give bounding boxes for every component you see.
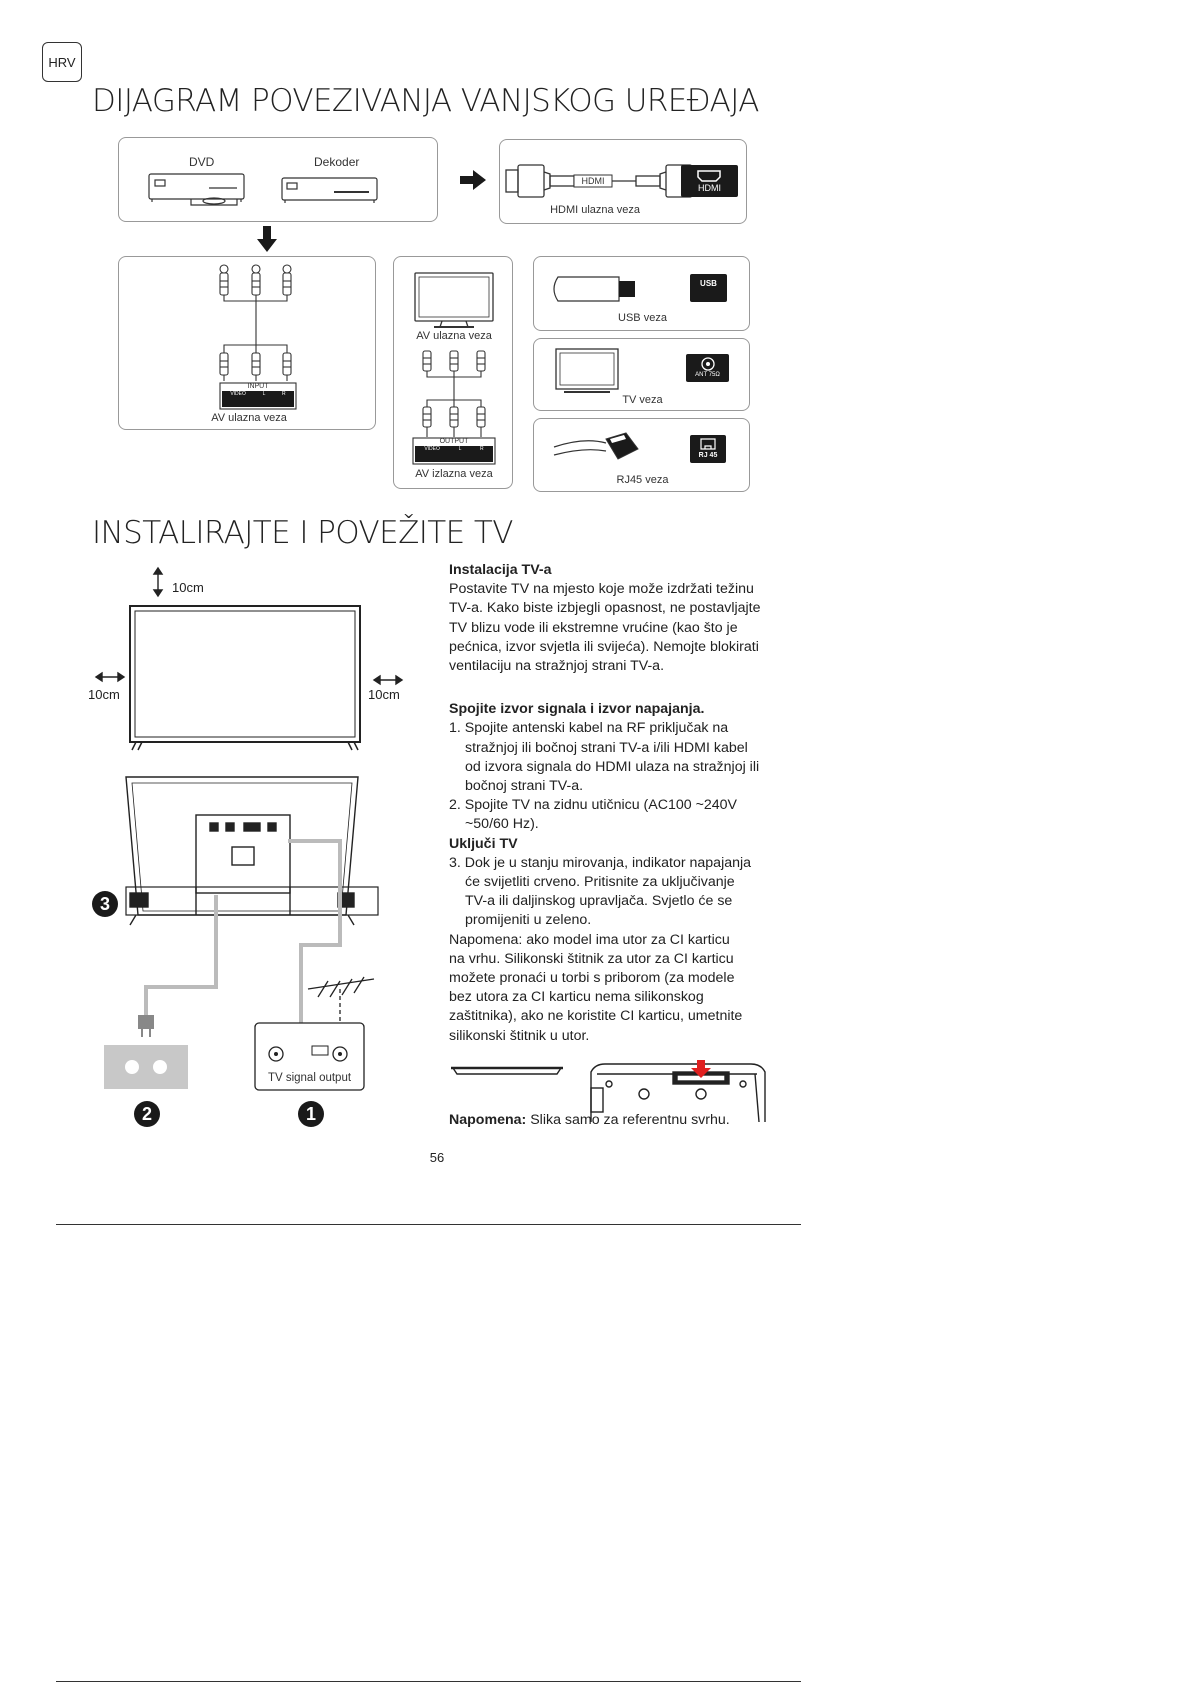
arrow-down-icon — [257, 226, 277, 252]
usb-caption: USB veza — [618, 312, 667, 324]
rj45-port-label: RJ 45 — [698, 452, 718, 459]
ci-note-line: na vrhu. Silikonski štitnik za utor za CI karticu — [449, 950, 734, 967]
rca-plug-top-right — [283, 265, 291, 295]
av-tv-caption: AV ulazna veza — [416, 330, 492, 342]
arrow-horizontal-left-icon — [96, 673, 124, 681]
hdmi-port-label: HDMI — [698, 183, 721, 193]
port-video-label: VIDEO — [424, 446, 440, 452]
clearance-left-label: 10cm — [88, 687, 120, 702]
port-r-label: R — [282, 391, 286, 397]
step-3-line: će svijetliti crveno. Pritisnite za uključivanje — [465, 874, 735, 891]
step-2-line: 2. Spojite TV na zidnu utičnicu (AC100 ~240V — [449, 797, 738, 814]
antenna-port-badge — [686, 354, 729, 382]
page-number: 56 — [429, 1150, 445, 1165]
install-line: Postavite TV na mjesto koje može izdržati težinu — [449, 581, 754, 598]
ci-note-line: zaštitnika), ako ne koristite CI karticu, umetnite — [449, 1008, 743, 1025]
coax-port-icon — [701, 357, 715, 371]
section-title-connection-diagram: DIJAGRAM POVEZIVANJA VANJSKOG UREĐAJA — [92, 83, 759, 119]
arrow-vertical-icon — [154, 568, 162, 596]
step-2-badge: 2 — [134, 1101, 160, 1127]
rca-plug-mid-top-right — [477, 351, 485, 371]
hdmi-port-badge — [681, 165, 738, 197]
usb-port-badge — [690, 274, 727, 302]
arrow-horizontal-right-icon — [374, 676, 402, 684]
language-badge: HRV — [42, 42, 82, 82]
hdmi-connection-box — [499, 139, 747, 224]
dvd-label: DVD — [189, 155, 215, 169]
av-output-ports — [415, 446, 493, 462]
rj45-port-icon — [700, 438, 716, 450]
step-1-badge: 1 — [298, 1101, 324, 1127]
step-3-line: TV-a ili daljinskog upravljača. Svjetlo će se — [465, 893, 733, 910]
av-input-caption: AV ulazna veza — [211, 412, 287, 424]
section-title-install: INSTALIRAJTE I POVEŽITE TV — [92, 515, 513, 551]
port-r-label: R — [480, 446, 484, 452]
hdmi-caption: HDMI ulazna veza — [550, 204, 640, 216]
install-heading: Instalacija TV-a — [449, 562, 552, 578]
install-instructions — [449, 561, 789, 1046]
rca-plug-mid-bottom-center — [450, 407, 458, 437]
install-line: TV blizu vode ili ekstremne vrućine (kao što je — [449, 619, 738, 636]
step-2-line: ~50/60 Hz). — [465, 816, 539, 833]
rca-plug-mid-bottom-right — [477, 407, 485, 437]
rj45-connection-box — [533, 418, 750, 492]
step-1-line: bočnoj strani TV-a. — [465, 778, 584, 795]
ci-note-line: bez utora za CI karticu nema silikonskog — [449, 989, 704, 1006]
clearance-top-label: 10cm — [172, 580, 204, 595]
usb-port-label: USB — [700, 279, 717, 288]
rca-plug-mid-bottom-left — [423, 407, 431, 437]
step-3-line: promijeniti u zeleno. — [465, 912, 592, 929]
wall-socket-icon — [104, 1045, 188, 1089]
antenna-cable-line — [288, 841, 340, 1050]
dvd-and-decoder-illustration — [119, 138, 439, 223]
footnote-text: Slika samo za referentnu svrhu. — [526, 1112, 730, 1128]
ci-note-line: možete pronaći u torbi s priborom (za modele — [449, 970, 735, 987]
clearance-right-label: 10cm — [368, 687, 400, 702]
rca-plug-mid-top-center — [450, 351, 458, 371]
step-1-line: od izvora signala do HDMI ulaza na stražnjoj ili — [465, 758, 760, 775]
av-input-panel-label: INPUT — [247, 383, 269, 390]
ci-note-line: Napomena: ako model ima utor za CI karticu — [449, 931, 730, 948]
step-1-line: 1. Spojite antenski kabel na RF priključak na — [449, 720, 729, 737]
av-output-panel-label: OUTPUT — [439, 438, 469, 445]
av-output-caption: AV izlazna veza — [415, 468, 493, 480]
tv-front-illustration — [130, 606, 360, 750]
footnote-bold: Napomena: — [449, 1112, 527, 1128]
port-l-label: L — [458, 446, 462, 452]
step-3-line: 3. Dok je u stanju mirovanja, indikator napajanja — [449, 854, 752, 871]
rj45-caption: RJ45 veza — [616, 474, 669, 486]
source-devices-box — [118, 137, 438, 222]
decoder-label: Dekoder — [314, 155, 360, 169]
power-plug-icon — [138, 1015, 154, 1037]
connect-heading: Spojite izvor signala i izvor napajanja. — [449, 701, 705, 718]
port-video-label: VIDEO — [230, 391, 246, 397]
step-1-line: stražnjoj ili bočnoj strani TV-a i/ili HDMI kabel — [465, 739, 748, 756]
turn-on-heading: Uključi TV — [449, 835, 518, 852]
install-line: TV-a. Kako biste izbjegli opasnost, ne postavljajte — [449, 600, 761, 617]
tv-connection-box — [533, 338, 750, 411]
decoder-icon — [282, 178, 377, 203]
rj45-port-badge — [690, 435, 726, 463]
install-line: ventilaciju na stražnjoj strani TV-a. — [449, 658, 665, 675]
tv-caption: TV veza — [622, 394, 663, 406]
av-input-ports — [222, 391, 294, 407]
dvd-player-icon — [149, 174, 244, 205]
tv-signal-output-label: TV signal output — [267, 1072, 352, 1084]
av-input-box — [118, 256, 376, 430]
step-3-badge: 3 — [92, 891, 118, 917]
rca-plug-bottom-right — [283, 353, 291, 381]
tv-monitor-icon — [415, 273, 493, 327]
hdmi-port-icon — [697, 170, 721, 182]
rca-plug-top-left — [220, 265, 228, 295]
hdmi-cable-label: HDMI — [581, 176, 605, 186]
rca-plug-mid-top-left — [423, 351, 431, 371]
tv-clearance-diagram — [86, 568, 406, 758]
antenna-port-label: ANT 75Ω — [695, 372, 720, 378]
tv-side-profile-icon — [451, 1068, 563, 1074]
divider-top — [56, 1224, 801, 1225]
port-l-label: L — [262, 391, 266, 397]
install-line: pećnica, izvor svjetla ili svijeća). Nemojte blokirati — [449, 638, 759, 655]
ci-note-line: silikonski štitnik u utor. — [449, 1027, 590, 1044]
rca-plug-bottom-left — [220, 353, 228, 381]
rca-plug-top-mid — [252, 265, 260, 295]
power-cable-line — [146, 895, 216, 1015]
arrow-right-icon — [460, 170, 486, 190]
rca-plug-bottom-mid — [252, 353, 260, 381]
usb-connection-box — [533, 256, 750, 331]
reference-footnote — [449, 1111, 730, 1130]
av-tv-box — [393, 256, 513, 489]
divider-bottom — [56, 1681, 801, 1682]
